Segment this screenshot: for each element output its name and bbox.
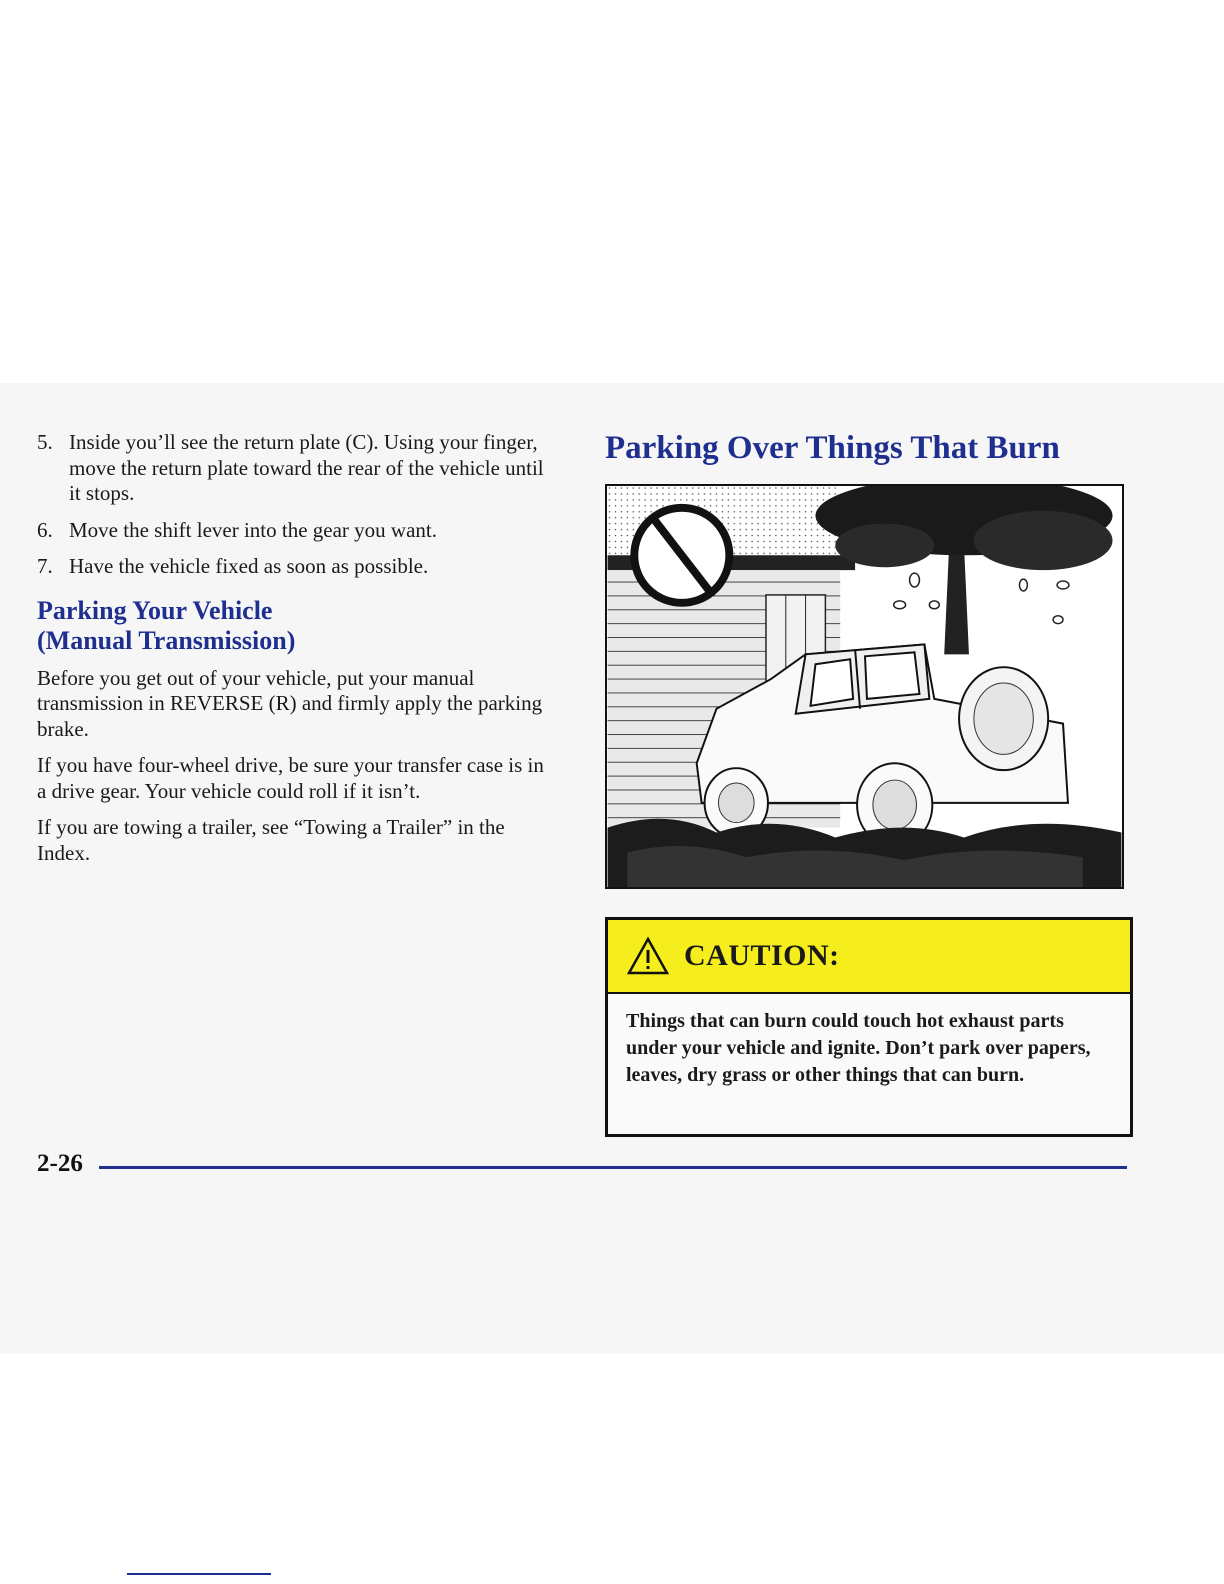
step-5 [37,430,557,507]
step-text: Move the shift lever into the gear you want. [69,517,437,542]
section-heading-burn: Parking Over Things That Burn [605,430,1060,466]
step-number: 7. [37,554,53,578]
step-7 [37,554,557,580]
warning-triangle-icon [626,936,670,976]
step-text: Have the vehicle fixed as soon as possible. [69,554,429,578]
section-heading-parking [37,596,557,656]
paragraph-reverse: Before you get out of your vehicle, put your manual transmission in REVERSE (R) and firmly apply the parking brake. [37,665,543,741]
footer-rule [99,1166,1127,1169]
vehicle-illustration [605,484,1124,889]
caution-title: CAUTION: [684,939,840,972]
left-column [37,430,557,877]
step-6 [37,518,557,544]
paragraph-towing: If you are towing a trailer, see “Towing a Trailer” in the Index. [37,815,505,865]
caution-header [608,920,1130,994]
step-number: 6. [37,517,53,542]
section-heading-line2: (Manual Transmission) [37,625,296,655]
step-text: Inside you’ll see the return plate (C). Using your finger, move the return plate toward the rear of the vehicle until it stops. [69,430,544,505]
caution-box [605,917,1133,1137]
page-number: 2-26 [37,1150,83,1177]
step-number: 5. [37,430,53,454]
paragraph-four-wheel: If you have four-wheel drive, be sure your transfer case is in a drive gear. Your vehicle could roll if it isn’t. [37,753,544,803]
section-heading-line1: Parking Your Vehicle [37,595,273,625]
bottom-mark [127,1573,271,1575]
caution-text: Things that can burn could touch hot exhaust parts under your vehicle and ignite. Don’t park over papers, leaves, dry grass or other things that can burn. [626,1010,1091,1086]
